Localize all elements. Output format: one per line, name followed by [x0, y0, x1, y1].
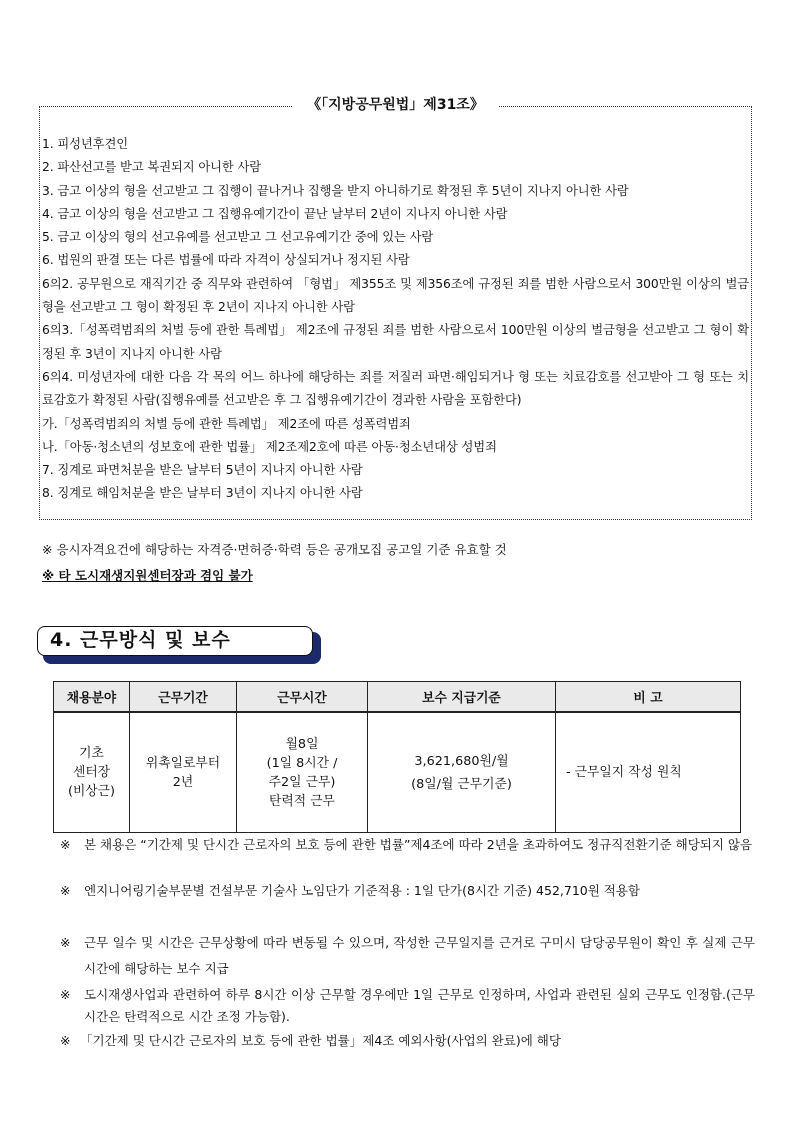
header-pay: 보수 지급기준	[368, 682, 556, 713]
list-item: 4. 금고 이상의 형을 선고받고 그 집행유예기간이 끝난 날부터 2년이 지나지 아니한 사람	[42, 206, 508, 221]
list-item: 5. 금고 이상의 형의 선고유예를 선고받고 그 선고유예기간 중에 있는 사람	[42, 230, 434, 245]
disqualification-list	[42, 133, 749, 506]
reference-mark: ※	[60, 935, 71, 950]
list-item: 1. 피성년후견인	[42, 137, 129, 151]
list-item: 8. 징계로 해임처분을 받은 날부터 3년이 지나지 아니한 사람	[42, 486, 363, 501]
law-box-title: 《「지방공무원법」제31조》	[40, 95, 751, 115]
list-item: 나.「아동·청소년의 성보호에 관한 법률」 제2조제2호에 따른 아동·청소년대상 성범죄	[42, 439, 497, 454]
list-item: 6의2. 공무원으로 재직기간 중 직무와 관련하여 「형법」 제355조 및 제356조에 규정된 죄를 범한 사람으로서 300만원 이상의 벌금형을 선고받고 그 형이 확정된 후 2년이 지나지 아니한 사람	[42, 276, 749, 315]
list-item: 7. 징계로 파면처분을 받은 날부터 5년이 지나지 아니한 사람	[42, 463, 363, 478]
list-item: 2. 파산선고를 받고 복권되지 아니한 사람	[42, 160, 262, 175]
table-row	[54, 712, 741, 833]
reference-mark: ※	[60, 1033, 71, 1048]
header-field: 채용분야	[54, 682, 130, 713]
footnote: ※ 도시재생사업과 관련하여 하루 8시간 이상 근무할 경우에만 1일 근무로 인정하며, 사업과 관련된 실외 근무도 인정함.(근무시간은 탄력적으로 시간 조정 가능함).	[60, 984, 755, 1028]
list-item: 6의4. 미성년자에 대한 다음 각 목의 어느 하나에 해당하는 죄를 저질러 파면·해임되거나 형 또는 치료감호를 선고받아 그 형 또는 치료감호가 확정된 사람(집행유예를 선고받은 후 그 집행유예기간이 경과한 사람을 포함한다)	[42, 369, 749, 408]
footnote: ※ 근무 일수 및 시간은 근무상황에 따라 변동될 수 있으며, 작성한 근무일지를 근거로 구미시 담당공무원이 확인 후 실제 근무시간에 해당하는 보수 지급	[60, 930, 755, 982]
reference-mark: ※	[60, 883, 71, 898]
footnote: ※ 엔지니어링기술부문별 건설부문 기술사 노임단가 기준적용 : 1일 단가(8시간 기준) 452,710원 적용함	[60, 880, 755, 902]
list-item: 가.「성폭력범죄의 처벌 등에 관한 특례법」 제2조에 따른 성폭력범죄	[42, 416, 411, 431]
cell-field: 기초 센터장 (비상근)	[54, 712, 130, 833]
section-header	[37, 626, 321, 664]
footnote: ※ 「기간제 및 단시간 근로자의 보호 등에 관한 법률」제4조 예외사항(사업의 완료)에 해당	[60, 1030, 755, 1052]
cell-remark: - 근무일지 작성 원칙	[556, 712, 741, 833]
reference-mark: ※	[60, 987, 71, 1002]
list-item: 6. 법원의 판결 또는 다른 법률에 따라 자격이 상실되거나 정지된 사람	[42, 253, 410, 268]
header-period: 근무기간	[130, 682, 237, 713]
cell-period: 위촉일로부터 2년	[130, 712, 237, 833]
eligibility-note: ※ 응시자격요건에 해당하는 자격증·면허증·학력 등은 공개모집 공고일 기준 유효할 것	[42, 542, 507, 557]
law-excerpt-box	[39, 97, 752, 520]
cell-pay: 3,621,680원/월 (8일/월 근무기준)	[368, 712, 556, 833]
header-hours: 근무시간	[237, 682, 368, 713]
list-item: 6의3.「성폭력범죄의 처벌 등에 관한 특례법」 제2조에 규정된 죄를 범한 사람으로서 100만원 이상의 벌금형을 선고받고 그 형이 확정된 후 3년이 지나지 아니한 사람	[42, 323, 749, 361]
reference-mark: ※	[60, 837, 71, 852]
footnote: ※ 본 채용은 “기간제 및 단시간 근로자의 보호 등에 관한 법률”제4조에 따라 2년을 초과하여도 정규직전환기준 해당되지 않음	[60, 834, 755, 856]
header-remark: 비 고	[556, 682, 741, 713]
cell-hours: 월8일 (1일 8시간 / 주2일 근무) 탄력적 근무	[237, 712, 368, 833]
concurrent-position-note: ※ 타 도시재생지원센터장과 겸임 불가	[42, 568, 253, 583]
list-item: 3. 금고 이상의 형을 선고받고 그 집행이 끝나거나 집행을 받지 아니하기로 확정된 후 5년이 지나지 아니한 사람	[42, 183, 629, 198]
section-title: 4. 근무방식 및 보수	[37, 626, 313, 656]
table-header-row	[54, 682, 741, 713]
work-pay-table	[53, 681, 741, 833]
